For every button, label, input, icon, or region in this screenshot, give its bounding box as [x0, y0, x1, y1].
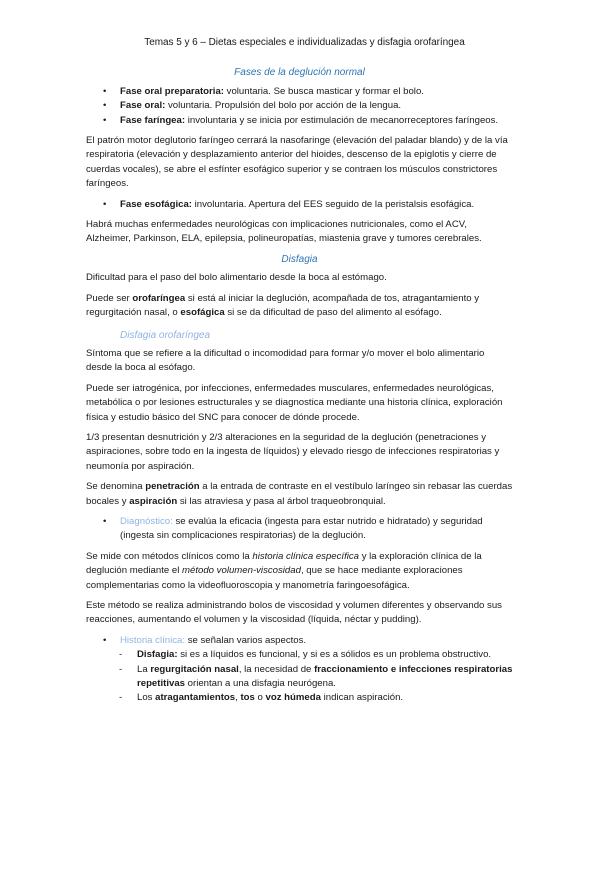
historia-sublist — [103, 648, 513, 706]
paragraph-penetracion: Se denomina penetración a la entrada de contraste en el vestíbulo laríngeo sin rebasar las cuerdas bocales y aspiración si las atraviesa y pasa al árbol traqueobronquial. — [86, 481, 513, 507]
section-heading-disfagia: Disfagia — [281, 253, 318, 265]
section-heading-fases: Fases de la deglución normal — [234, 67, 365, 79]
document-page — [0, 36, 599, 884]
sublist-item: - Los atragantamientos, tos o voz húmeda indican aspiración. — [103, 691, 513, 705]
sublist-item: - La regurgitación nasal, la necesidad de fraccionamiento e infecciones respiratorias repetitivas orientan a una disfagia neurógena. — [119, 663, 513, 690]
list-item: • Fase faríngea: involuntaria y se inicia por estimulación de mecanorreceptores faríngeos. — [86, 114, 513, 128]
dash-icon: - — [119, 663, 123, 675]
paragraph-sintoma: Síntoma que se refiere a la dificultad o incomodidad para formar y/o mover el bolo alimentario desde la boca al esófago. — [86, 347, 485, 374]
list-item: • Historia clínica: se señalan varios aspectos. - Disfagia: si es a líquidos es funcional, y si es a sólidos es un problema obstructivo. - La regurgitación nasal, la necesidad de fraccionamiento e infecciones respiratorias repetitivas orientan a una disfagia neurógena. - Los atragantamientos, tos o voz húmeda indican aspiración. — [86, 634, 513, 706]
list-item: • Fase oral: voluntaria. Propulsión del bolo por acción de la lengua. — [86, 99, 513, 113]
paragraph-metodo-desc: Este método se realiza administrando bolos de viscosidad y volumen diferentes y observando sus reacciones, aumentando el volumen y la viscosidad (líquida, néctar y pudding). — [86, 600, 502, 626]
sublist-item: - Disfagia: si es a líquidos es funcional, y si es a sólidos es un problema obstructivo. — [103, 648, 513, 662]
bullet-icon: • — [103, 85, 107, 97]
bullet-icon: • — [103, 100, 107, 112]
bullet-icon: • — [103, 114, 107, 126]
paragraph-enfermedades: Habrá muchas enfermedades neurológicas con implicaciones nutricionales, como el ACV, Alzheimer, Parkinson, ELA, epilepsia, polineuropatías, miastenia grave y tumores cerebrales. — [86, 219, 482, 245]
list-item: • Diagnóstico: se evalúa la eficacia (ingesta para estar nutrido e hidratado) y seguridad (ingesta sin complicaciones respiratorias) de la deglución. — [103, 515, 483, 542]
subsection-heading-orofaringea: Disfagia orofaríngea — [120, 329, 211, 341]
list-item: • Fase esofágica: involuntaria. Apertura del EES seguido de la peristalsis esofágica. — [86, 198, 513, 212]
list-item: • Fase oral preparatoria: voluntaria. Se busca masticar y formar el bolo. — [86, 85, 513, 99]
fases-list — [86, 85, 513, 128]
fase-esofagica-list — [86, 198, 513, 212]
paragraph-tipos: Puede ser orofaríngea si está al iniciar la deglución, acompañada de tos, atragantamiento y regurgitación nasal, o esofágica si se da dificultad de paso del alimento al esófago. — [86, 292, 480, 319]
paragraph-stats: 1/3 presentan desnutrición y 2/3 alteraciones en la seguridad de la deglución (penetraciones y aspiraciones, sobre todo en la ingesta de líquidos) y elevado riesgo de infecciones respiratorias y neumonía por aspiración. — [86, 431, 500, 472]
historia-list — [86, 634, 513, 706]
dash-icon: - — [119, 649, 123, 661]
dash-icon: - — [119, 692, 123, 704]
paragraph-causas: Puede ser iatrogénica, por infecciones, enfermedades musculares, enfermedades neurológicas, metabólica o por lesiones estructurales y se diagnostica mediante una historia clínica, exploración física y estudio básico del SNC para conocer de dónde procede. — [86, 382, 503, 423]
paragraph-definicion: Dificultad para el paso del bolo alimentario desde la boca al estómago. — [86, 272, 387, 284]
bullet-icon: • — [103, 198, 107, 210]
diagnostico-list — [86, 515, 513, 544]
page-header: Temas 5 y 6 – Dietas especiales e individualizadas y disfagia orofaríngea — [144, 37, 465, 48]
bullet-icon: • — [103, 634, 107, 646]
paragraph-patron: El patrón motor deglutorio faríngeo cerrará la nasofaringe (elevación del paladar blando) y de la vía respiratoria (elevación y desplazamiento anterior del hioides, descenso de la epiglotis y cierre de cuerdas vocales), se abre el esfínter esofágico superior y se contraen los músculos constrictores faríngeos. — [86, 135, 508, 190]
paragraph-metodos: Se mide con métodos clínicos como la historia clínica específica y la exploración clínica de la deglución mediante el método volumen-viscosidad, que se hace mediante exploraciones complementarias como la videofluoroscopia y manometría faringoesofágica. — [86, 550, 482, 591]
bullet-icon: • — [103, 515, 107, 527]
